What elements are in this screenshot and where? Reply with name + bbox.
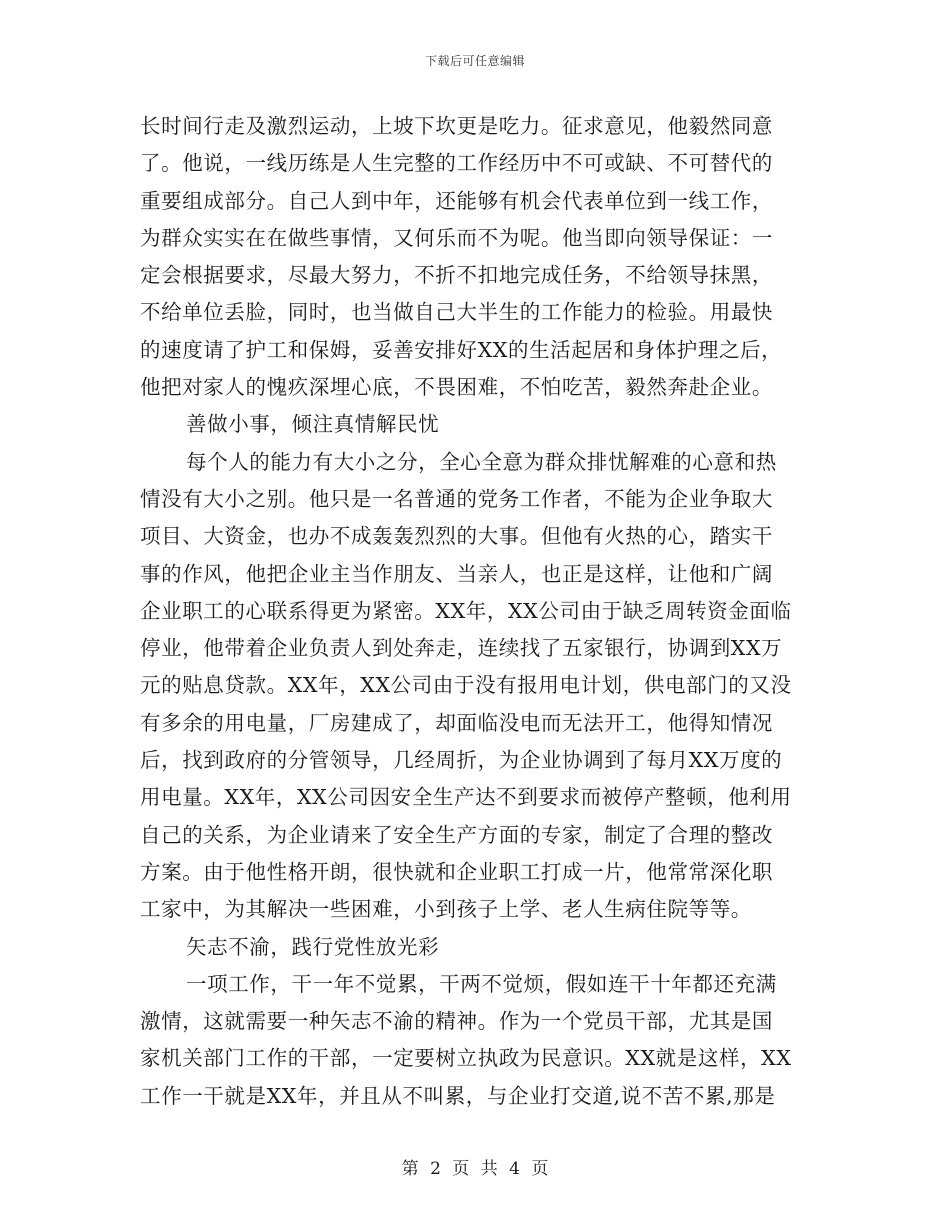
body-line: 长时间行走及激烈运动，上坡下坎更是吃力。征求意见，他毅然同意: [140, 114, 773, 138]
section-heading: 矢志不渝，践行党性放光彩: [186, 934, 440, 959]
page-number-footer: 第 2 页 共 4 页: [401, 1159, 549, 1179]
section-heading: 善做小事，倾注真情解民忧: [186, 412, 440, 437]
body-line: 情没有大小之别。他只是一名普通的党务工作者，不能为企业争取大: [140, 486, 773, 511]
body-line: 事的作风，他把企业主当作朋友、当亲人，也正是这样，让他和广阔: [140, 561, 773, 586]
body-line: 工作一干就是XX年，并且从不叫累，与企业打交道,说不苦不累,那是: [140, 1083, 776, 1108]
body-line: 方案。由于他性格开朗，很快就和企业职工打成一片，他常常深化职: [140, 859, 773, 884]
body-line: 自己的关系，为企业请来了安全生产方面的专家，制定了合理的整改: [140, 822, 773, 847]
body-line: 了。他说，一线历练是人生完整的工作经历中不可或缺、不可替代的: [140, 151, 773, 176]
body-line: 工家中，为其解决一些困难，小到孩子上学、老人生病住院等等。: [140, 897, 752, 922]
body-line: 元的贴息贷款。XX年，XX公司由于没有报用电计划，供电部门的又没: [140, 673, 792, 698]
body-line: 激情，这就需要一种矢志不渝的精神。作为一个党员干部，尤其是国: [140, 1009, 773, 1034]
page-header: 下载后可任意编辑: [424, 54, 525, 68]
body-line: 为群众实实在在做些事情，又何乐而不为呢。他当即向领导保证：一: [140, 225, 773, 250]
document-body: [140, 108, 804, 1115]
body-line: 不给单位丢脸，同时，也当做自己大半生的工作能力的检验。用最快: [140, 300, 773, 325]
body-line: 家机关部门工作的干部，一定要树立执政为民意识。XX就是这样，XX: [140, 1046, 792, 1071]
body-line: 停业，他带着企业负责人到处奔走，连续找了五家银行，协调到XX万: [140, 636, 783, 661]
body-line: 后，找到政府的分管领导，几经周折，为企业协调到了每月XX万度的: [140, 748, 783, 773]
body-line: 用电量。XX年，XX公司因安全生产达不到要求而被停产整顿，他利用: [140, 785, 792, 810]
body-line: 每个人的能力有大小之分，全心全意为群众排忧解难的心意和热: [186, 449, 777, 474]
body-line: 重要组成部分。自己人到中年，还能够有机会代表单位到一线工作，: [140, 188, 773, 213]
body-line: 企业职工的心联系得更为紧密。XX年，XX公司由于缺乏周转资金面临: [140, 598, 792, 623]
body-line: 有多余的用电量，厂房建成了，却面临没电而无法开工，他得知情况: [140, 710, 773, 735]
body-line: 一项工作，干一年不觉累，干两不觉烦，假如连干十年都还充满: [186, 971, 777, 996]
body-line: 的速度请了护工和保姆，妥善安排好XX的生活起居和身体护理之后，: [140, 337, 783, 362]
body-line: 他把对家人的愧疚深埋心底，不畏困难，不怕吃苦，毅然奔赴企业。: [140, 375, 773, 400]
body-line: 定会根据要求，尽最大努力，不折不扣地完成任务，不给领导抹黑，: [140, 263, 773, 288]
body-line: 项目、大资金，也办不成轰轰烈烈的大事。但他有火热的心，踏实干: [140, 524, 773, 549]
